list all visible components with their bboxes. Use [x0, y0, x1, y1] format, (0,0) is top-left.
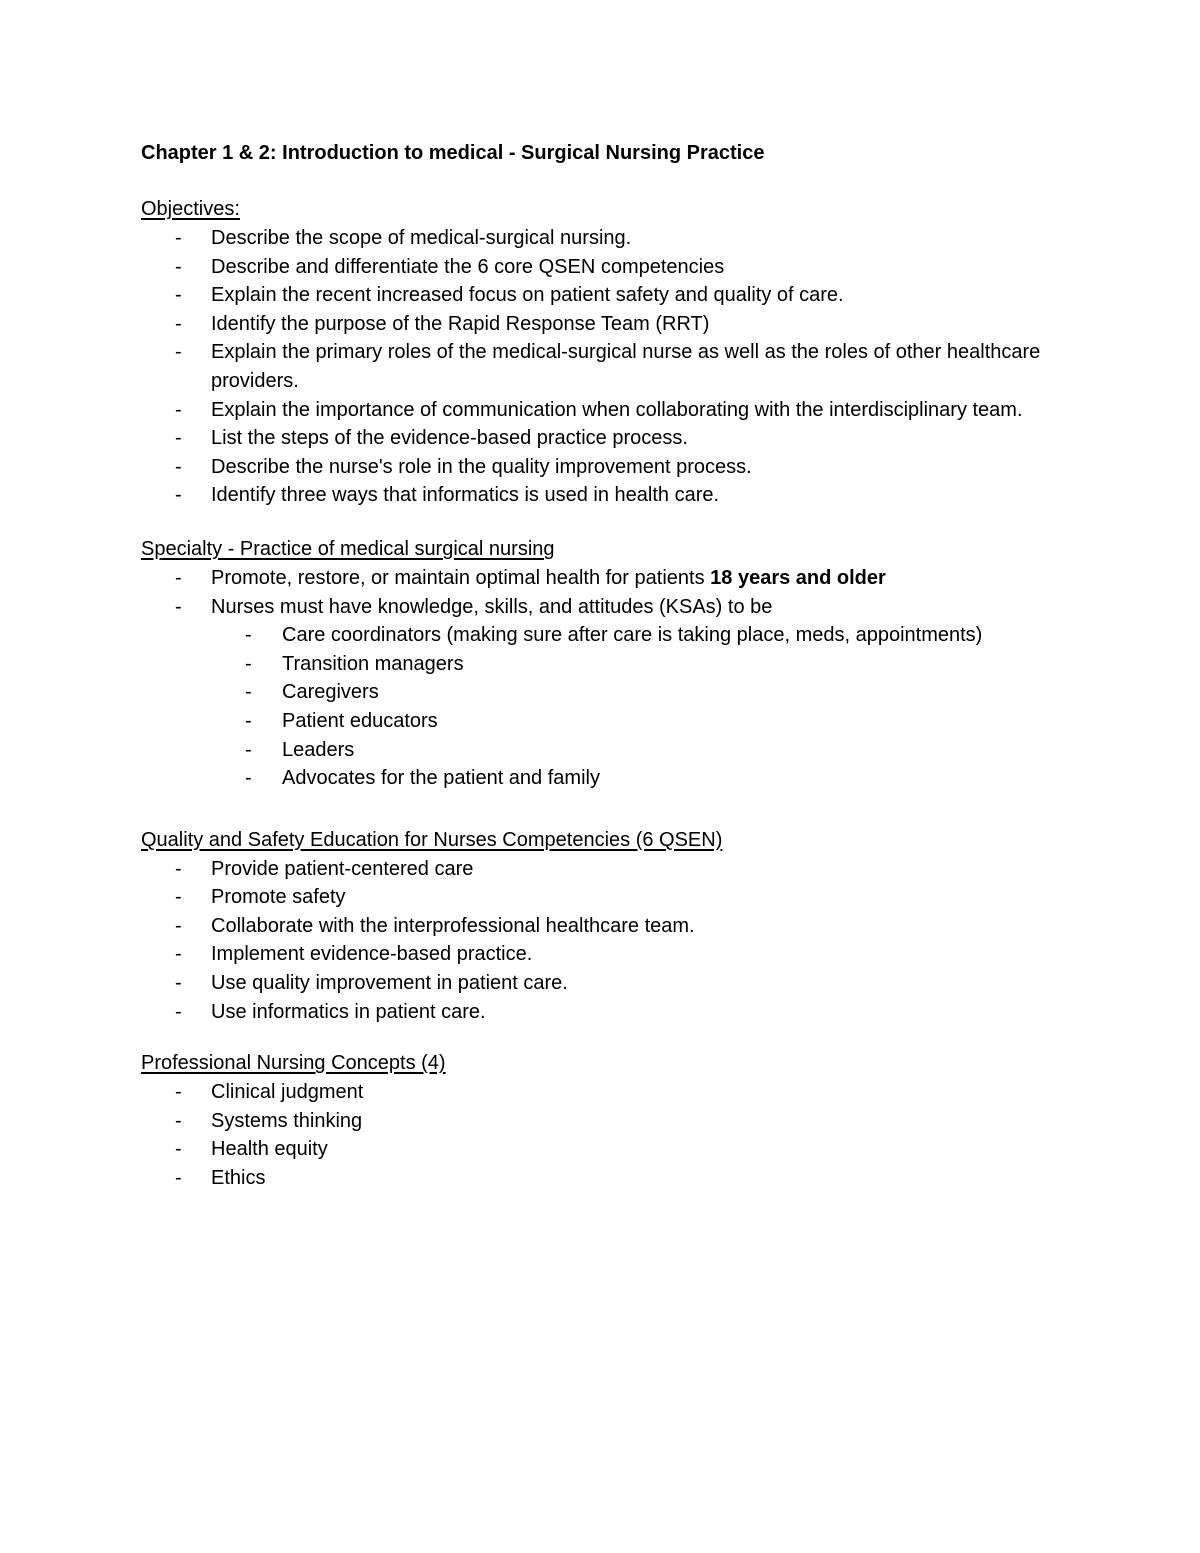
list-item: - Describe and differentiate the 6 core QSEN competencies [141, 253, 1061, 282]
list-item: - Explain the primary roles of the medical-surgical nurse as well as the roles of other healthcare providers. [141, 338, 1061, 395]
list-item: - Nurses must have knowledge, skills, and attitudes (KSAs) to be [141, 593, 1061, 622]
specialty-heading: Specialty - Practice of medical surgical nursing [141, 537, 555, 560]
qsen-heading: Quality and Safety Education for Nurses Competencies (6 QSEN) [141, 828, 723, 851]
list-item: - Clinical judgment [141, 1078, 1061, 1107]
page-title: Chapter 1 & 2: Introduction to medical - Surgical Nursing Practice [141, 142, 765, 164]
objectives-section [141, 194, 1061, 510]
list-item-text: Promote, restore, or maintain optimal health for patients [211, 566, 711, 589]
age-emphasis: 18 years and older [710, 566, 886, 589]
sub-list-item: - Leaders [141, 736, 1061, 765]
objectives-heading: Objectives: [141, 198, 240, 220]
list-item: - Explain the importance of communication when collaborating with the interdisciplinary team. [141, 396, 1061, 425]
list-item: - Explain the recent increased focus on patient safety and quality of care. [141, 281, 1061, 310]
sub-list-item: - Care coordinators (making sure after care is taking place, meds, appointments) [141, 621, 1061, 650]
list-item: - Promote safety [141, 883, 1061, 912]
list-item: - Systems thinking [141, 1107, 1061, 1136]
sub-list-item: - Advocates for the patient and family [141, 764, 1061, 793]
sub-list-item: - Caregivers [141, 678, 1061, 707]
list-item: - Ethics [141, 1164, 1061, 1193]
list-item: - Implement evidence-based practice. [141, 940, 1061, 969]
list-item: - Use informatics in patient care. [141, 998, 1061, 1027]
list-item: - Use quality improvement in patient care. [141, 969, 1061, 998]
list-item: - Describe the scope of medical-surgical nursing. [141, 224, 1061, 253]
list-item: - Identify the purpose of the Rapid Response Team (RRT) [141, 310, 1061, 339]
document-page [141, 138, 1061, 1193]
specialty-section [141, 534, 1061, 793]
sub-list-item: - Patient educators [141, 707, 1061, 736]
concepts-list [141, 1078, 1061, 1192]
list-item: - Provide patient-centered care [141, 855, 1061, 884]
list-item: - Describe the nurse's role in the quality improvement process. [141, 453, 1061, 482]
list-item: - Identify three ways that informatics is used in health care. [141, 481, 1061, 510]
objectives-list [141, 224, 1061, 510]
list-item: - Collaborate with the interprofessional healthcare team. [141, 912, 1061, 941]
qsen-section [141, 825, 1061, 1027]
sub-list-item: - Transition managers [141, 650, 1061, 679]
list-item: - List the steps of the evidence-based practice process. [141, 424, 1061, 453]
list-item [141, 564, 1061, 593]
list-item: - Health equity [141, 1135, 1061, 1164]
concepts-section [141, 1048, 1061, 1192]
qsen-list [141, 855, 1061, 1027]
concepts-heading: Professional Nursing Concepts (4) [141, 1052, 446, 1075]
specialty-list [141, 564, 1061, 793]
